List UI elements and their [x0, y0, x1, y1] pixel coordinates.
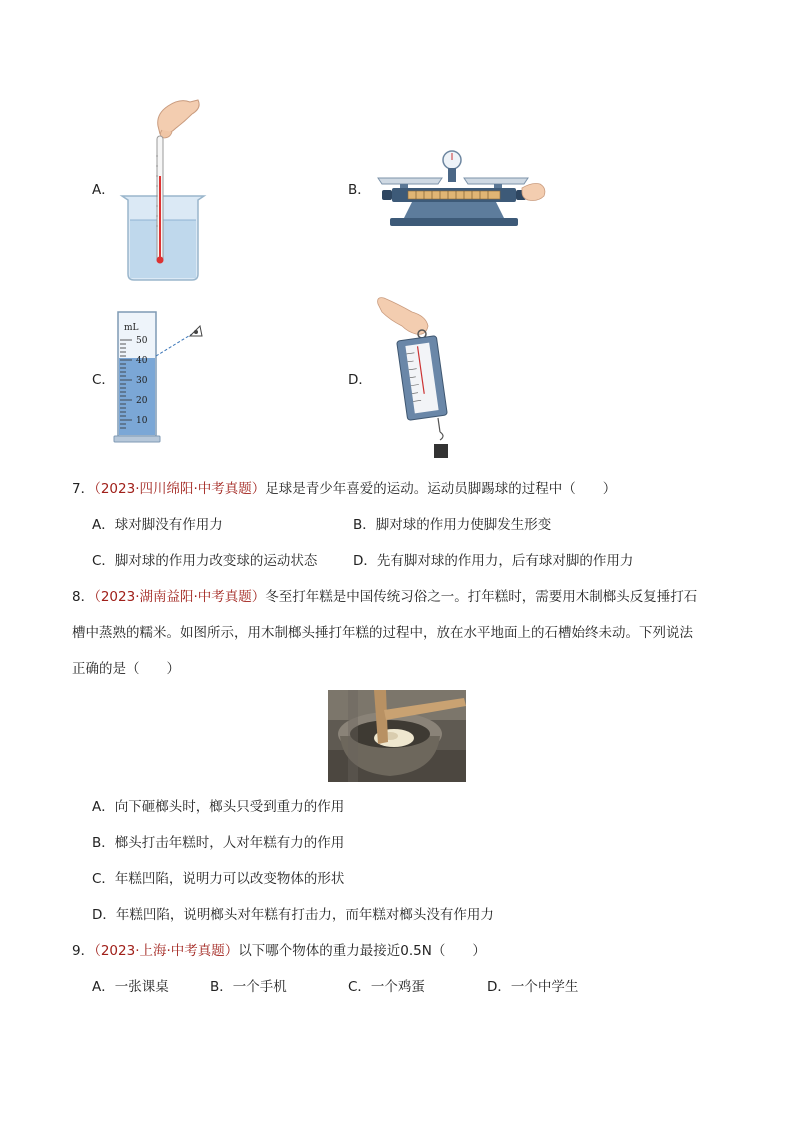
q7-option-c: C．脚对球的作用力改变球的运动状态 [92, 553, 318, 569]
q6-option-a-label: A． [92, 182, 115, 198]
question-number: 8． [72, 589, 95, 605]
cylinder-tick-40: 40 [136, 356, 148, 366]
source-close-paren: ） [251, 589, 266, 605]
measuring-cylinder-figure [112, 310, 212, 444]
question-7-stem [72, 479, 616, 499]
question-text: 以下哪个物体的重力最接近0.5N（ ） [238, 943, 486, 959]
question-source: 2023·上海·中考真题 [100, 943, 225, 959]
q6-option-b-label: B． [348, 182, 371, 198]
source-open-paren: （ [94, 943, 101, 959]
question-text: 冬至打年糕是中国传统习俗之一。打年糕时，需要用木制榔头反复捶打石 [265, 589, 698, 605]
q6-option-c-label: C． [92, 372, 115, 388]
q8-option-b: B．榔头打击年糕时，人对年糕有力的作用 [92, 835, 345, 851]
q7-option-a: A．球对脚没有作用力 [92, 517, 223, 533]
q9-option-a: A．一张课桌 [92, 979, 169, 995]
question-number: 7． [72, 481, 95, 497]
q8-option-d: D．年糕凹陷，说明榔头对年糕有打击力，而年糕对榔头没有作用力 [92, 907, 494, 923]
question-source: 2023·湖南益阳·中考真题 [100, 589, 252, 605]
rice-cake-pounding-photo [328, 690, 466, 782]
q9-option-b: B．一个手机 [210, 979, 287, 995]
q7-option-b: B．脚对球的作用力使脚发生形变 [353, 517, 552, 533]
q8-option-a: A．向下砸榔头时，榔头只受到重力的作用 [92, 799, 345, 815]
question-source: 2023·四川绵阳·中考真题 [100, 481, 252, 497]
source-close-paren: ） [224, 943, 239, 959]
balance-scale-figure [372, 148, 547, 230]
q9-option-c: C．一个鸡蛋 [348, 979, 425, 995]
question-8-stem-line3: 正确的是（ ） [72, 661, 180, 677]
question-8-stem-line1 [72, 587, 697, 607]
cylinder-tick-50: 50 [136, 336, 148, 346]
beaker-thermometer-figure [118, 96, 213, 284]
q7-option-d: D．先有脚对球的作用力，后有球对脚的作用力 [353, 553, 634, 569]
eye-icon [190, 326, 202, 336]
q9-option-d: D．一个中学生 [487, 979, 579, 995]
cylinder-tick-20: 20 [136, 396, 148, 406]
source-open-paren: （ [94, 481, 101, 497]
cylinder-unit-label: mL [124, 323, 139, 333]
cylinder-tick-30: 30 [136, 376, 148, 386]
question-8-stem-line2: 槽中蒸熟的糯米。如图所示，用木制榔头捶打年糕的过程中，放在水平地面上的石槽始终未动。下列说法 [72, 625, 693, 641]
cylinder-tick-10: 10 [136, 416, 148, 426]
question-text: 足球是青少年喜爱的运动。运动员脚踢球的过程中（ ） [265, 481, 617, 497]
question-number: 9． [72, 943, 95, 959]
source-close-paren: ） [251, 481, 266, 497]
question-9-stem [72, 941, 486, 961]
source-open-paren: （ [94, 589, 101, 605]
spring-scale-figure [372, 294, 462, 464]
q8-option-c: C．年糕凹陷，说明力可以改变物体的形状 [92, 871, 345, 887]
q6-option-d-label: D． [348, 372, 372, 388]
